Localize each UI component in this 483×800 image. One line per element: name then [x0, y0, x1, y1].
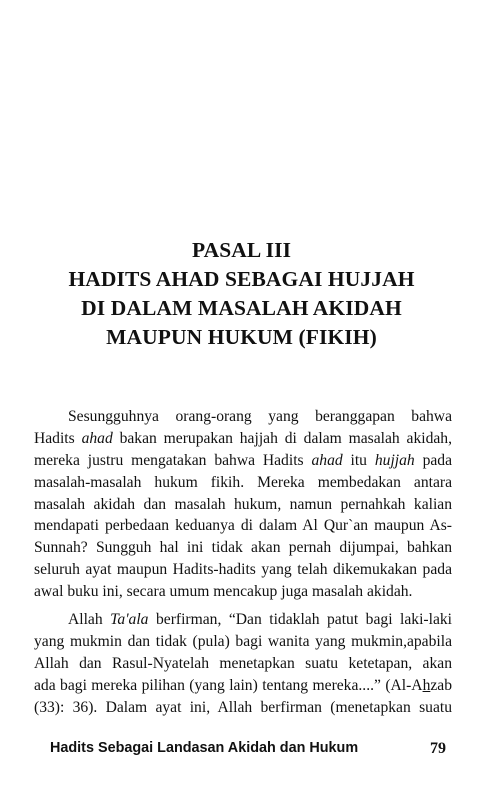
paragraph-line: yang mukmin dan tidak (pula) bagi wanita yang mukmin,apabila [34, 632, 452, 650]
paragraph-line: seluruh ayat maupun Hadits-hadits yang telah dikemukakan pada [34, 561, 452, 579]
paragraph-line: masalah akidah dan masalah hukum, namun pernahkah kalian [34, 495, 452, 513]
chapter-title-line-1: HADITS AHAD SEBAGAI HUJJAH [68, 267, 415, 291]
paragraph-2 [34, 609, 452, 718]
page-number: 79 [430, 740, 446, 757]
paragraph-line: Sesungguhnya orang-orang yang beranggapan bahwa [68, 408, 452, 425]
chapter-title-line-2: DI DALAM MASALAH AKIDAH [81, 296, 402, 320]
chapter-title-line-3: MAUPUN HUKUM (FIKIH) [106, 325, 377, 349]
paragraph-line: Allah Ta'ala berfirman, “Dan tidaklah patut bagi laki-laki [68, 611, 452, 628]
paragraph-line: masalah-masalah hukum fikih. Mereka membedakan antara [34, 473, 452, 491]
paragraph-line: (33): 36). Dalam ayat ini, Allah berfirman (menetapkan suatu [34, 698, 452, 716]
page-footer [34, 740, 452, 764]
paragraph-1 [34, 406, 452, 603]
paragraph-line: Hadits ahad bakan merupakan hajjah di dalam masalah akidah, [34, 429, 452, 447]
paragraph-line: awal buku ini, secara umum mencakup juga masalah akidah. [34, 583, 413, 601]
paragraph-line: Allah dan Rasul-Nyatelah menetapkan suatu ketetapan, akan [34, 654, 452, 672]
chapter-heading [0, 236, 483, 352]
running-footer-title: Hadits Sebagai Landasan Akidah dan Hukum [50, 740, 359, 756]
paragraph-line: mereka justru mengatakan bahwa Hadits ahad itu hujjah pada [34, 451, 453, 469]
chapter-number: PASAL III [191, 238, 292, 262]
paragraph-line: Sunnah? Sungguh hal ini tidak akan pernah dijumpai, bahkan [34, 539, 452, 557]
paragraph-line: ada bagi mereka pilihan (yang lain) tentang mereka....” (Al-Ahzab [34, 676, 452, 694]
paragraph-line: mendapati perbedaan keduanya di dalam Al Qur`an maupun As- [34, 517, 452, 535]
